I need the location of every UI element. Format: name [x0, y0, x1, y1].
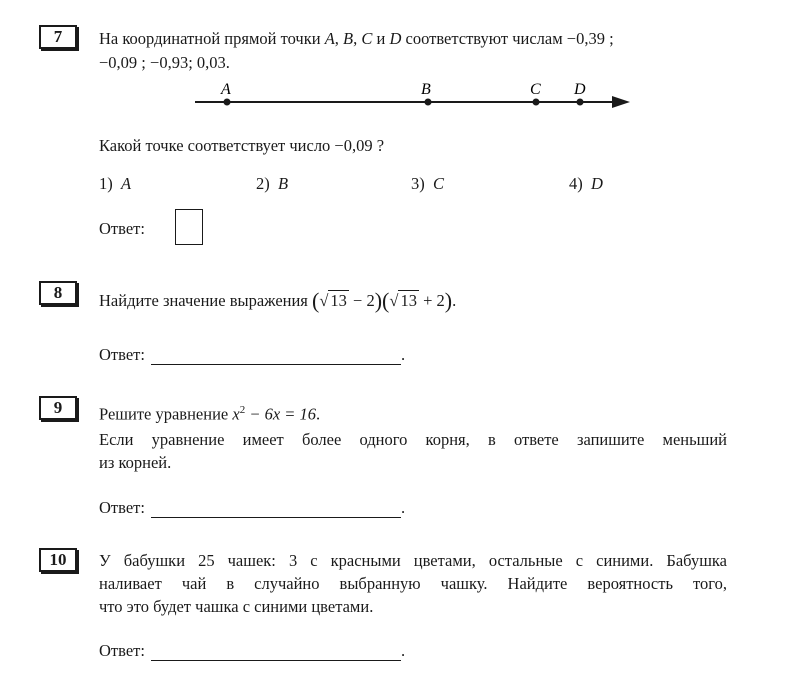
- task-number-10: 10: [39, 548, 77, 572]
- q10-line3: что это будет чашка с синими цветами.: [99, 597, 374, 616]
- option-3[interactable]: 3) C: [411, 174, 445, 193]
- q10-answer: Ответ: .: [99, 641, 406, 660]
- q10-answer-field[interactable]: [151, 643, 401, 661]
- point-b-dot: [425, 99, 432, 106]
- point-a-label: A: [221, 81, 231, 98]
- q9-answer: Ответ: .: [99, 498, 406, 517]
- q8-text: Найдите значение выражения (√ 13 − 2)(√ 13 + 2).: [99, 288, 457, 313]
- q8-answer: Ответ: .: [99, 345, 406, 364]
- number-line-arrow: [612, 96, 630, 108]
- point-d-dot: [577, 99, 584, 106]
- q7-stem-line1: На координатной прямой точки A, B, C и D соответствуют числам −0,39 ;: [99, 29, 614, 48]
- q9-text: Решите уравнение $x^2 - 6x = 16$.: [99, 404, 321, 424]
- sqrt-icon: √: [389, 291, 399, 310]
- point-d-label: D: [574, 81, 586, 98]
- option-1[interactable]: 1) A: [99, 174, 132, 193]
- task-number-8: 8: [39, 281, 77, 305]
- q9-answer-field[interactable]: [151, 500, 401, 518]
- q10-line1: У бабушки 25 чашек: 3 с красными цветами, остальные с синими. Бабушка: [99, 551, 727, 570]
- point-c-label: C: [530, 81, 541, 98]
- option-4[interactable]: 4) D: [569, 174, 603, 193]
- q7-answer-label: Ответ:: [99, 219, 145, 238]
- option-2[interactable]: 2) B: [256, 174, 289, 193]
- sqrt-icon: √: [319, 291, 329, 310]
- q7-answer-box[interactable]: [175, 209, 203, 245]
- q9-line2: Если уравнение имеет более одного корня, в ответе запишите меньший: [99, 430, 727, 449]
- point-b-label: B: [421, 81, 431, 98]
- q7-question: Какой точке соответствует число −0,09 ?: [99, 136, 385, 155]
- number-line: [190, 76, 640, 112]
- point-a-dot: [224, 99, 231, 106]
- task-number-7: 7: [39, 25, 77, 49]
- q9-line3: из корней.: [99, 453, 172, 472]
- q7-stem-line2: −0,09 ; −0,93; 0,03.: [99, 53, 230, 72]
- task-number-9: 9: [39, 396, 77, 420]
- q10-line2: наливает чай в случайно выбранную чашку. Найдите вероятность того,: [99, 574, 727, 593]
- point-c-dot: [533, 99, 540, 106]
- q8-answer-field[interactable]: [151, 347, 401, 365]
